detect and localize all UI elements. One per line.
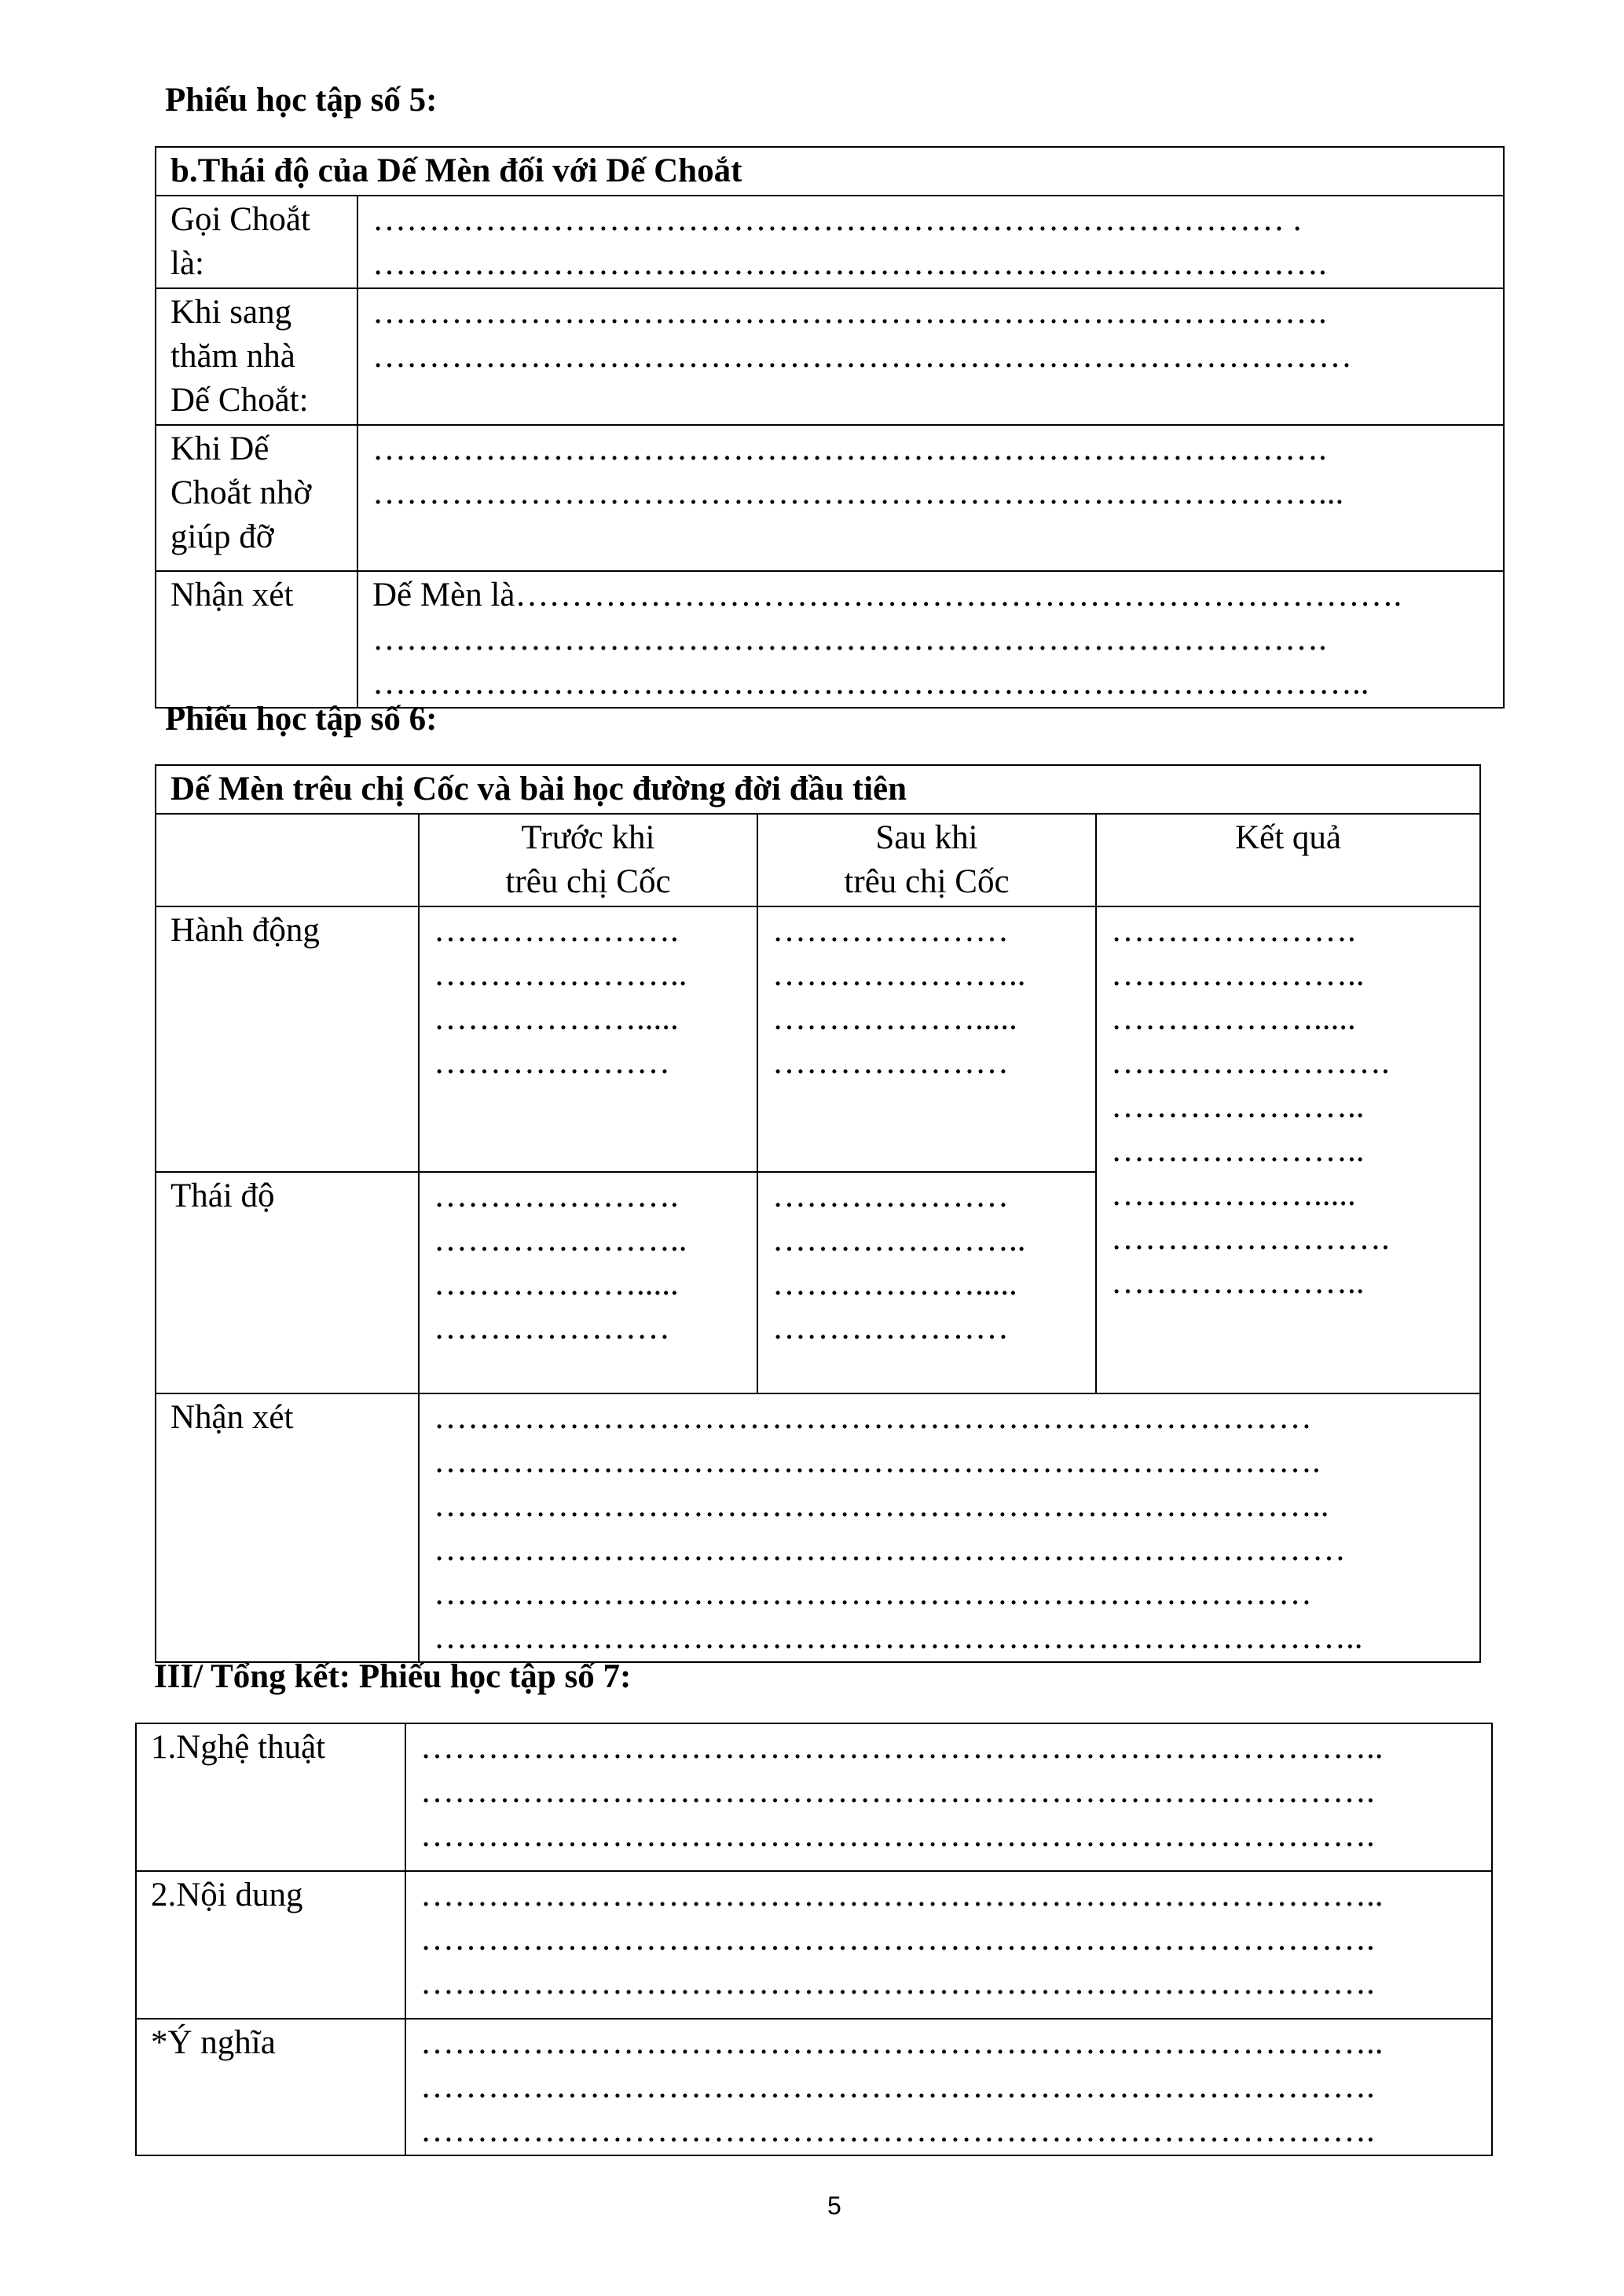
dotted-line: ………………..... [1111,1176,1356,1213]
dotted-line: ……………………………………………………………………….. [434,1619,1363,1656]
dotted-line: …………………………………………………………………………... [372,474,1344,511]
row-label-nhan-xet: Nhận xét [156,1393,419,1662]
dotted-line: ……………………………………………………………………… [434,1531,1346,1568]
answer-noi-dung [405,1871,1492,2019]
dotted-line: ………………..... [772,1265,1017,1302]
answer-khi-nho-giup [357,425,1504,571]
dotted-line: …………………………………………………………………………… [372,338,1352,375]
dotted-line: …………………………………………………………………………. [420,1817,1375,1854]
page-number: 5 [827,2192,841,2220]
dotted-line: ………………… [772,1309,1009,1346]
dotted-line: ………………….. [434,1221,687,1258]
dotted-line: ……………………………………………………………………. [434,1443,1321,1480]
dotted-line: ………………….. [1111,1088,1365,1125]
dotted-line: …………………………………………………………………………. [420,1921,1375,1957]
row-label-goi-choat: Gọi Choắt là: [156,196,357,288]
dotted-line: ………………… [772,1177,1009,1214]
row-label-khi-nho-giup: Khi Dế Choắt nhờ giúp đỡ [156,425,357,571]
worksheet-6-title: Dế Mèn trêu chị Cốc và bài học đường đời đầu tiên [156,765,1480,814]
answer-khi-sang-tham [357,288,1504,425]
row-label-khi-sang-tham: Khi sang thăm nhà Dế Choắt: [156,288,357,425]
worksheet-6-heading: Phiếu học tập số 6: [165,701,438,738]
row-label-noi-dung: 2.Nội dung [136,1871,405,2019]
remark-cell [419,1393,1480,1662]
header-after [757,814,1096,906]
dotted-line: …………………. [434,912,679,949]
dotted-line: …………………………………………………………………… [434,1399,1312,1436]
dotted-line: …………………………………………………………………………. [420,2068,1375,2105]
dotted-line: ………………..... [1111,1000,1356,1037]
row-label-nhan-xet: Nhận xét [156,571,357,708]
dotted-line: ………………….. [434,956,687,993]
dotted-line: ………………… [434,1309,670,1346]
dotted-line: …………………………………………………………………………. [420,1965,1375,2001]
dotted-line: …………………. [434,1177,679,1214]
dotted-line: …………………………………………………………………………. [420,2112,1375,2149]
answer-goi-choat [357,196,1504,288]
worksheet-5-title: b.Thái độ của Dế Mèn đối với Dế Choắt [156,147,1504,196]
header-before [419,814,757,906]
attitude-after-cell [757,1172,1096,1393]
dotted-line: ………………….. [1111,1132,1365,1169]
dotted-line: ………………….. [1111,1264,1365,1301]
action-after-cell [757,906,1096,1172]
dotted-line: …………………. [1111,912,1356,949]
header-before-line: Trước khi [521,819,655,856]
dotted-line: ………………….. [1111,956,1365,993]
action-before-cell [419,906,757,1172]
dotted-line: …………………………………………………………………………. [372,245,1327,282]
answer-y-nghia [405,2019,1492,2155]
dotted-line: …………………………………………………………………………. [372,621,1327,657]
dotted-line: ………………… [772,1044,1009,1081]
dotted-line: Dế Mèn là……………………………………………………………………. [372,577,1402,613]
worksheet-5-table [155,146,1505,709]
header-empty-cell [156,814,419,906]
dotted-line: ………………………………………………………………………….. [420,1877,1384,1913]
answer-nhan-xet [357,571,1504,708]
dotted-line: …………………………………………………………………………. [420,1773,1375,1810]
dotted-line: …………………………………………………………………….. [434,1487,1329,1524]
worksheet-5-heading: Phiếu học tập số 5: [165,82,438,119]
row-label-nghe-thuat: 1.Nghệ thuật [136,1723,405,1871]
worksheet-6-table [155,764,1481,1663]
dotted-line: …………………………………………………………………………. [372,430,1327,467]
dotted-line: ……………………………………………………………………… . [372,201,1302,238]
dotted-line: ……………………. [1111,1220,1390,1257]
dotted-line: ………………………………………………………………………….. [420,1729,1384,1766]
row-label-thai-do: Thái độ [156,1172,419,1393]
dotted-line: …………………………………………………………………………. [372,294,1327,331]
dotted-line: ………………… [772,912,1009,949]
header-result: Kết quả [1096,814,1480,906]
dotted-line: ………………….. [772,956,1026,993]
result-cell [1096,906,1480,1393]
dotted-line: ………………..... [434,1000,679,1037]
answer-nghe-thuat [405,1723,1492,1871]
dotted-line: ………………… [434,1044,670,1081]
worksheet-7-table [135,1723,1493,2156]
header-after-line: Sau khi [875,819,978,856]
dotted-line: ………………..... [434,1265,679,1302]
dotted-line: …………………………………………………………………… [434,1575,1312,1612]
dotted-line: ……………………. [1111,1044,1390,1081]
row-label-y-nghia: *Ý nghĩa [136,2019,405,2155]
dotted-line: ………………….. [772,1221,1026,1258]
attitude-before-cell [419,1172,757,1393]
row-label-hanh-dong: Hành động [156,906,419,1172]
dotted-line: ………………..... [772,1000,1017,1037]
header-after-line: trêu chị Cốc [844,863,1010,900]
header-before-line: trêu chị Cốc [505,863,671,900]
summary-heading: III/ Tổng kết: Phiếu học tập số 7: [154,1658,632,1695]
dotted-line: …………………………………………………………………………….. [372,665,1369,701]
dotted-line: ………………………………………………………………………….. [420,2024,1384,2061]
